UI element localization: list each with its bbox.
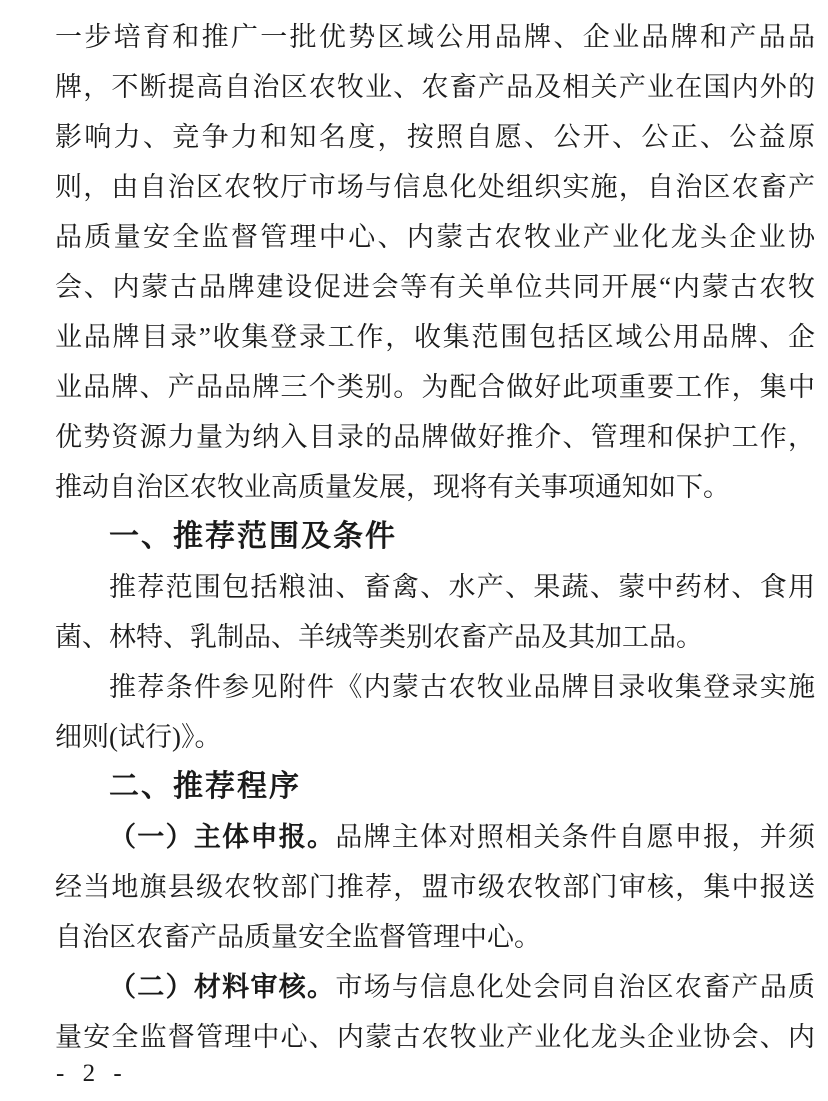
page-footer <box>56 1058 128 1090</box>
text-run: 会、内蒙古品牌建设促进会等有关单位共同开展“内蒙古农牧 <box>55 272 815 302</box>
text-line <box>55 712 815 762</box>
text-line <box>55 562 815 612</box>
text-line <box>55 812 815 862</box>
text-run: 品质量安全监督管理中心、内蒙古农牧业产业化龙头企业协 <box>55 222 815 252</box>
text-run: 菌、林特、乳制品、羊绒等类别农畜产品及其加工品。 <box>55 622 703 652</box>
text-run: 推荐条件参见附件《内蒙古农牧业品牌目录收集登录实施 <box>109 672 815 702</box>
document-body <box>55 12 815 1062</box>
text-line <box>55 312 815 362</box>
text-line <box>55 912 815 962</box>
text-line <box>55 1012 815 1062</box>
text-line <box>55 12 815 62</box>
text-run: 量安全监督管理中心、内蒙古农牧业产业化龙头企业协会、内 <box>55 1022 815 1052</box>
text-line <box>55 362 815 412</box>
text-line <box>55 62 815 112</box>
text-run: 一步培育和推广一批优势区域公用品牌、企业品牌和产品品 <box>55 22 815 52</box>
text-run: 细则(试行)》。 <box>55 722 222 752</box>
text-run: 优势资源力量为纳入目录的品牌做好推介、管理和保护工作， <box>55 422 815 452</box>
bold-text-run: （二）材料审核。 <box>109 972 336 1002</box>
text-run: 业品牌目录”收集登录工作，收集范围包括区域公用品牌、企 <box>55 322 815 352</box>
text-run: 则，由自治区农牧厅市场与信息化处组织实施，自治区农畜产 <box>55 172 815 202</box>
text-run: 影响力、竞争力和知名度，按照自愿、公开、公正、公益原 <box>55 122 815 152</box>
section-heading <box>55 762 815 812</box>
text-run: 推动自治区农牧业高质量发展，现将有关事项通知如下。 <box>55 472 730 502</box>
text-run: 经当地旗县级农牧部门推荐，盟市级农牧部门审核，集中报送 <box>55 872 815 902</box>
text-run: 品牌主体对照相关条件自愿申报，并须 <box>335 822 815 852</box>
text-run: 自治区农畜产品质量安全监督管理中心。 <box>55 922 541 952</box>
text-line <box>55 212 815 262</box>
bold-text-run: 一、推荐范围及条件 <box>109 520 397 553</box>
text-line <box>55 162 815 212</box>
section-heading <box>55 512 815 562</box>
page-number: - 2 - <box>56 1060 128 1087</box>
text-run: 牌，不断提高自治区农牧业、农畜产品及相关产业在国内外的 <box>55 72 815 102</box>
bold-text-run: 二、推荐程序 <box>109 770 301 803</box>
text-run: 市场与信息化处会同自治区农畜产品质 <box>335 972 815 1002</box>
text-run: 业品牌、产品品牌三个类别。为配合做好此项重要工作，集中 <box>55 372 815 402</box>
text-line <box>55 462 815 512</box>
text-line <box>55 412 815 462</box>
text-run: 推荐范围包括粮油、畜禽、水产、果蔬、蒙中药材、食用 <box>109 572 815 602</box>
text-line <box>55 862 815 912</box>
text-line <box>55 612 815 662</box>
text-line <box>55 112 815 162</box>
text-line <box>55 662 815 712</box>
text-line <box>55 962 815 1012</box>
text-line <box>55 262 815 312</box>
bold-text-run: （一）主体申报。 <box>109 822 336 852</box>
